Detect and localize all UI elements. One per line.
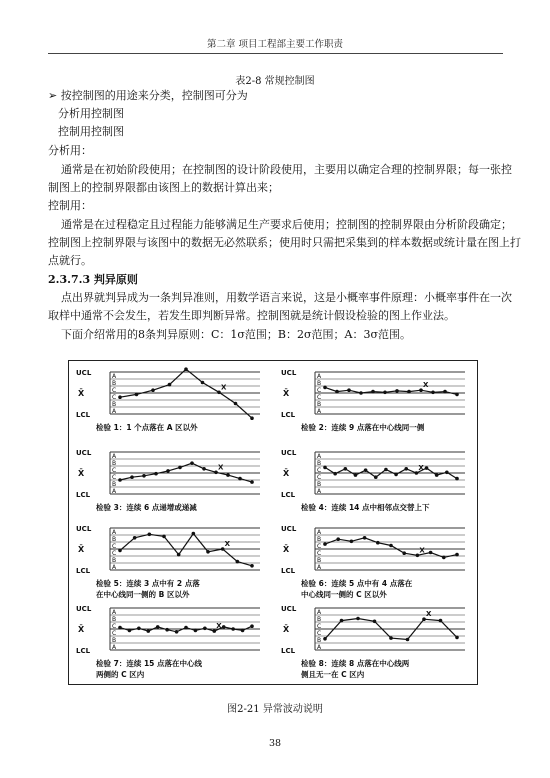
zone-label: C — [317, 474, 322, 481]
zone-label: C — [112, 394, 117, 401]
data-point — [184, 626, 188, 630]
zone-label: A — [317, 453, 322, 460]
data-point — [118, 626, 122, 630]
data-point — [118, 478, 122, 482]
data-point — [203, 627, 207, 631]
data-point — [347, 388, 351, 392]
zone-label: A — [112, 644, 117, 651]
zone-label: C — [317, 550, 322, 557]
data-point — [425, 466, 429, 470]
lcl-label: LCL — [76, 491, 91, 499]
x-marker: X — [423, 381, 429, 390]
panel-caption: 检验 6：连续 5 点中有 4 点落在 — [301, 579, 413, 588]
series-line — [120, 534, 252, 566]
zone-label: B — [112, 536, 117, 543]
table-caption: 表2-8 常规控制图 — [235, 76, 315, 87]
x-marker: X — [224, 540, 231, 548]
paragraph-line: 点出界就判异成为一条判异准则，用数学语言来说，这是小概率事件原理：小概率事件在一次 — [61, 291, 512, 304]
lcl-label: LCL — [281, 567, 296, 575]
data-point — [455, 477, 459, 481]
lcl-label: LCL — [281, 491, 296, 499]
ucl-label: UCL — [76, 525, 92, 533]
x-marker: X — [221, 383, 227, 392]
x-marker: X — [418, 464, 424, 472]
data-point — [250, 416, 254, 420]
data-point — [455, 393, 459, 397]
paragraph-line: 点就行。 — [48, 254, 92, 267]
data-point — [192, 532, 196, 536]
zone-label: A — [112, 564, 117, 571]
data-point — [344, 467, 348, 471]
data-point — [323, 466, 327, 470]
data-point — [371, 390, 375, 394]
control-chart-figure — [68, 360, 478, 685]
data-point — [234, 402, 238, 406]
series-line — [325, 538, 457, 558]
data-point — [146, 629, 150, 633]
ucl-label: UCL — [281, 605, 297, 613]
zone-label: B — [112, 380, 117, 387]
data-point — [354, 473, 358, 477]
ucl-label: UCL — [76, 449, 92, 457]
center-line-label: X̄ — [78, 625, 85, 634]
paragraph-line: 通常是在过程稳定且过程能力能够满足生产要求后使用；控制图的控制界限由分析阶段确定； — [61, 218, 512, 231]
data-point — [250, 624, 254, 628]
zone-label: C — [112, 550, 117, 557]
zone-label: A — [317, 373, 322, 380]
ucl-label: UCL — [76, 605, 92, 613]
zone-label: C — [317, 623, 322, 630]
data-point — [389, 544, 393, 548]
zone-label: B — [112, 616, 117, 623]
data-point — [445, 471, 449, 475]
data-point — [373, 620, 377, 624]
zone-label: B — [317, 536, 322, 543]
data-point — [135, 393, 139, 397]
x-marker: X — [218, 463, 224, 472]
data-point — [206, 550, 210, 554]
data-point — [226, 473, 230, 477]
zone-label: B — [317, 401, 322, 408]
data-point — [336, 537, 340, 541]
data-point — [238, 477, 242, 481]
panel-caption: 侧且无一在 C 区内 — [301, 670, 365, 679]
data-point — [376, 541, 380, 545]
lcl-label: LCL — [76, 411, 91, 419]
zone-label: B — [317, 481, 322, 488]
data-point — [435, 473, 439, 477]
zone-label: A — [112, 408, 117, 415]
center-line-label: X̄ — [283, 625, 290, 634]
data-point — [389, 636, 393, 640]
subheading: 控制用： — [48, 199, 92, 212]
data-point — [137, 627, 141, 631]
zone-label: A — [112, 373, 117, 380]
series-line — [120, 369, 252, 418]
zone-label: C — [317, 394, 322, 401]
data-point — [431, 391, 435, 395]
zone-label: C — [317, 543, 322, 550]
data-point — [429, 551, 433, 555]
figure-caption: 图2-21 异常波动说明 — [227, 704, 323, 715]
data-point — [455, 553, 459, 557]
page-number: 38 — [268, 738, 282, 749]
data-point — [442, 556, 446, 560]
panel-caption: 检验 4：连续 14 点中相邻点交替上下 — [301, 503, 430, 512]
data-point — [133, 536, 137, 540]
data-point — [130, 475, 134, 479]
data-point — [406, 638, 410, 642]
zone-label: B — [112, 637, 117, 644]
zone-label: C — [112, 543, 117, 550]
zone-label: B — [317, 460, 322, 467]
zone-label: C — [112, 623, 117, 630]
data-point — [374, 475, 378, 479]
paragraph-line: 通常是在初始阶段使用；在控制图的设计阶段使用，主要用以确定合理的控制界限；每一张控 — [61, 163, 512, 176]
zone-label: B — [112, 460, 117, 467]
paragraph-line: 取样中通常不会发生，若发生即判断异常。控制图就是统计假设检验的图上作业法。 — [48, 309, 455, 322]
x-marker: X — [426, 610, 432, 619]
data-point — [222, 625, 226, 629]
center-line-label: X̄ — [78, 469, 85, 478]
center-line-label: X̄ — [283, 545, 290, 554]
lcl-label: LCL — [281, 411, 296, 419]
center-line-label: X̄ — [78, 389, 85, 398]
panel-caption: 中心线同一侧的 C 区以外 — [301, 590, 387, 599]
data-point — [455, 636, 459, 640]
list-item: 控制用控制图 — [58, 125, 124, 138]
data-point — [443, 390, 447, 394]
data-point — [394, 473, 398, 477]
data-point — [250, 564, 254, 568]
panel-caption: 检验 7：连续 15 点落在中心线 — [96, 659, 202, 668]
data-point — [165, 628, 169, 632]
bullet-line: ➢ 按控制图的用途来分类，控制图可分为 — [48, 89, 248, 102]
zone-label: C — [317, 387, 322, 394]
zone-label: C — [112, 474, 117, 481]
zone-label: B — [317, 637, 322, 644]
data-point — [201, 381, 205, 385]
data-point — [402, 551, 406, 555]
ucl-label: UCL — [281, 449, 297, 457]
data-point — [250, 480, 254, 484]
data-point — [383, 391, 387, 395]
data-point — [166, 469, 170, 473]
lcl-label: LCL — [76, 567, 91, 575]
list-item: 分析用控制图 — [58, 107, 124, 120]
data-point — [395, 389, 399, 393]
data-point — [407, 390, 411, 394]
zone-label: B — [317, 616, 322, 623]
data-point — [340, 619, 344, 623]
page-header: 第二章 项目工程部主要工作职责 — [206, 39, 344, 50]
section-heading: 2.3.7.3 判异原则 — [48, 273, 138, 286]
data-point — [142, 474, 146, 478]
ucl-label: UCL — [76, 369, 92, 377]
panel-caption: 检验 3：连续 6 点递增或递减 — [96, 503, 197, 512]
center-line-label: X̄ — [283, 469, 290, 478]
header-rule — [48, 53, 503, 54]
data-point — [175, 630, 179, 634]
data-point — [236, 560, 240, 564]
data-point — [118, 395, 122, 399]
data-point — [118, 549, 122, 553]
zone-label: B — [112, 481, 117, 488]
data-point — [323, 386, 327, 390]
lcl-label: LCL — [76, 647, 91, 655]
zone-label: A — [317, 564, 322, 571]
zone-label: B — [112, 557, 117, 564]
data-point — [350, 540, 354, 544]
data-point — [148, 533, 152, 537]
zone-label: C — [317, 630, 322, 637]
data-point — [364, 468, 368, 472]
zone-label: A — [112, 609, 117, 616]
data-point — [335, 390, 339, 394]
paragraph-line: 下面介绍常用的8条判异原则：C：1σ范围；B：2σ范围；A：3σ范围。 — [61, 328, 411, 341]
panel-caption: 检验 5：连续 3 点中有 2 点落 — [96, 579, 200, 588]
data-point — [384, 468, 388, 472]
zone-label: C — [317, 467, 322, 474]
zone-label: A — [317, 644, 322, 651]
x-marker: X — [419, 546, 425, 555]
lcl-label: LCL — [281, 647, 296, 655]
zone-label: A — [112, 488, 117, 495]
data-point — [168, 383, 172, 387]
center-line-label: X̄ — [283, 389, 290, 398]
x-marker: X — [216, 622, 222, 631]
data-point — [184, 367, 188, 371]
data-point — [359, 391, 363, 395]
data-point — [154, 472, 158, 476]
ucl-label: UCL — [281, 525, 297, 533]
zone-label: C — [112, 467, 117, 474]
data-point — [404, 467, 408, 471]
data-point — [241, 629, 245, 633]
ucl-label: UCL — [281, 369, 297, 377]
zone-label: A — [112, 453, 117, 460]
paragraph-line: 控制图上控制界限与该图中的数据无必然联系；使用时只需把采集到的样本数据或统计量在图上打 — [48, 236, 521, 249]
data-point — [333, 472, 337, 476]
zone-label: A — [317, 609, 322, 616]
zone-label: A — [317, 488, 322, 495]
zone-label: B — [317, 380, 322, 387]
panel-caption: 检验 2：连续 9 点落在中心线同一侧 — [301, 423, 425, 432]
data-point — [156, 625, 160, 629]
data-point — [363, 536, 367, 540]
data-point — [323, 637, 327, 641]
center-line-label: X̄ — [78, 545, 85, 554]
data-point — [356, 617, 360, 621]
paragraph-line: 制图上的控制界限都由该图上的数据计算出来； — [48, 181, 279, 194]
zone-label: C — [112, 630, 117, 637]
panel-caption: 在中心线同一侧的 B 区以外 — [96, 590, 190, 599]
data-point — [177, 553, 181, 557]
zone-label: B — [317, 557, 322, 564]
data-point — [151, 388, 155, 392]
subheading: 分析用： — [48, 144, 92, 157]
data-point — [194, 629, 198, 633]
data-point — [178, 466, 182, 470]
zone-label: B — [112, 401, 117, 408]
data-point — [190, 461, 194, 465]
data-point — [162, 535, 166, 539]
data-point — [231, 627, 235, 631]
data-point — [202, 467, 206, 471]
zone-label: A — [317, 408, 322, 415]
data-point — [439, 619, 443, 623]
zone-label: A — [112, 529, 117, 536]
panel-caption: 检验 1：1 个点落在 A 区以外 — [96, 423, 198, 432]
panel-caption: 两侧的 C 区内 — [96, 670, 145, 679]
zone-label: C — [112, 387, 117, 394]
data-point — [128, 629, 132, 633]
panel-caption: 检验 8：连续 8 点落在中心线两 — [301, 659, 410, 668]
zone-label: A — [317, 529, 322, 536]
data-point — [323, 542, 327, 546]
